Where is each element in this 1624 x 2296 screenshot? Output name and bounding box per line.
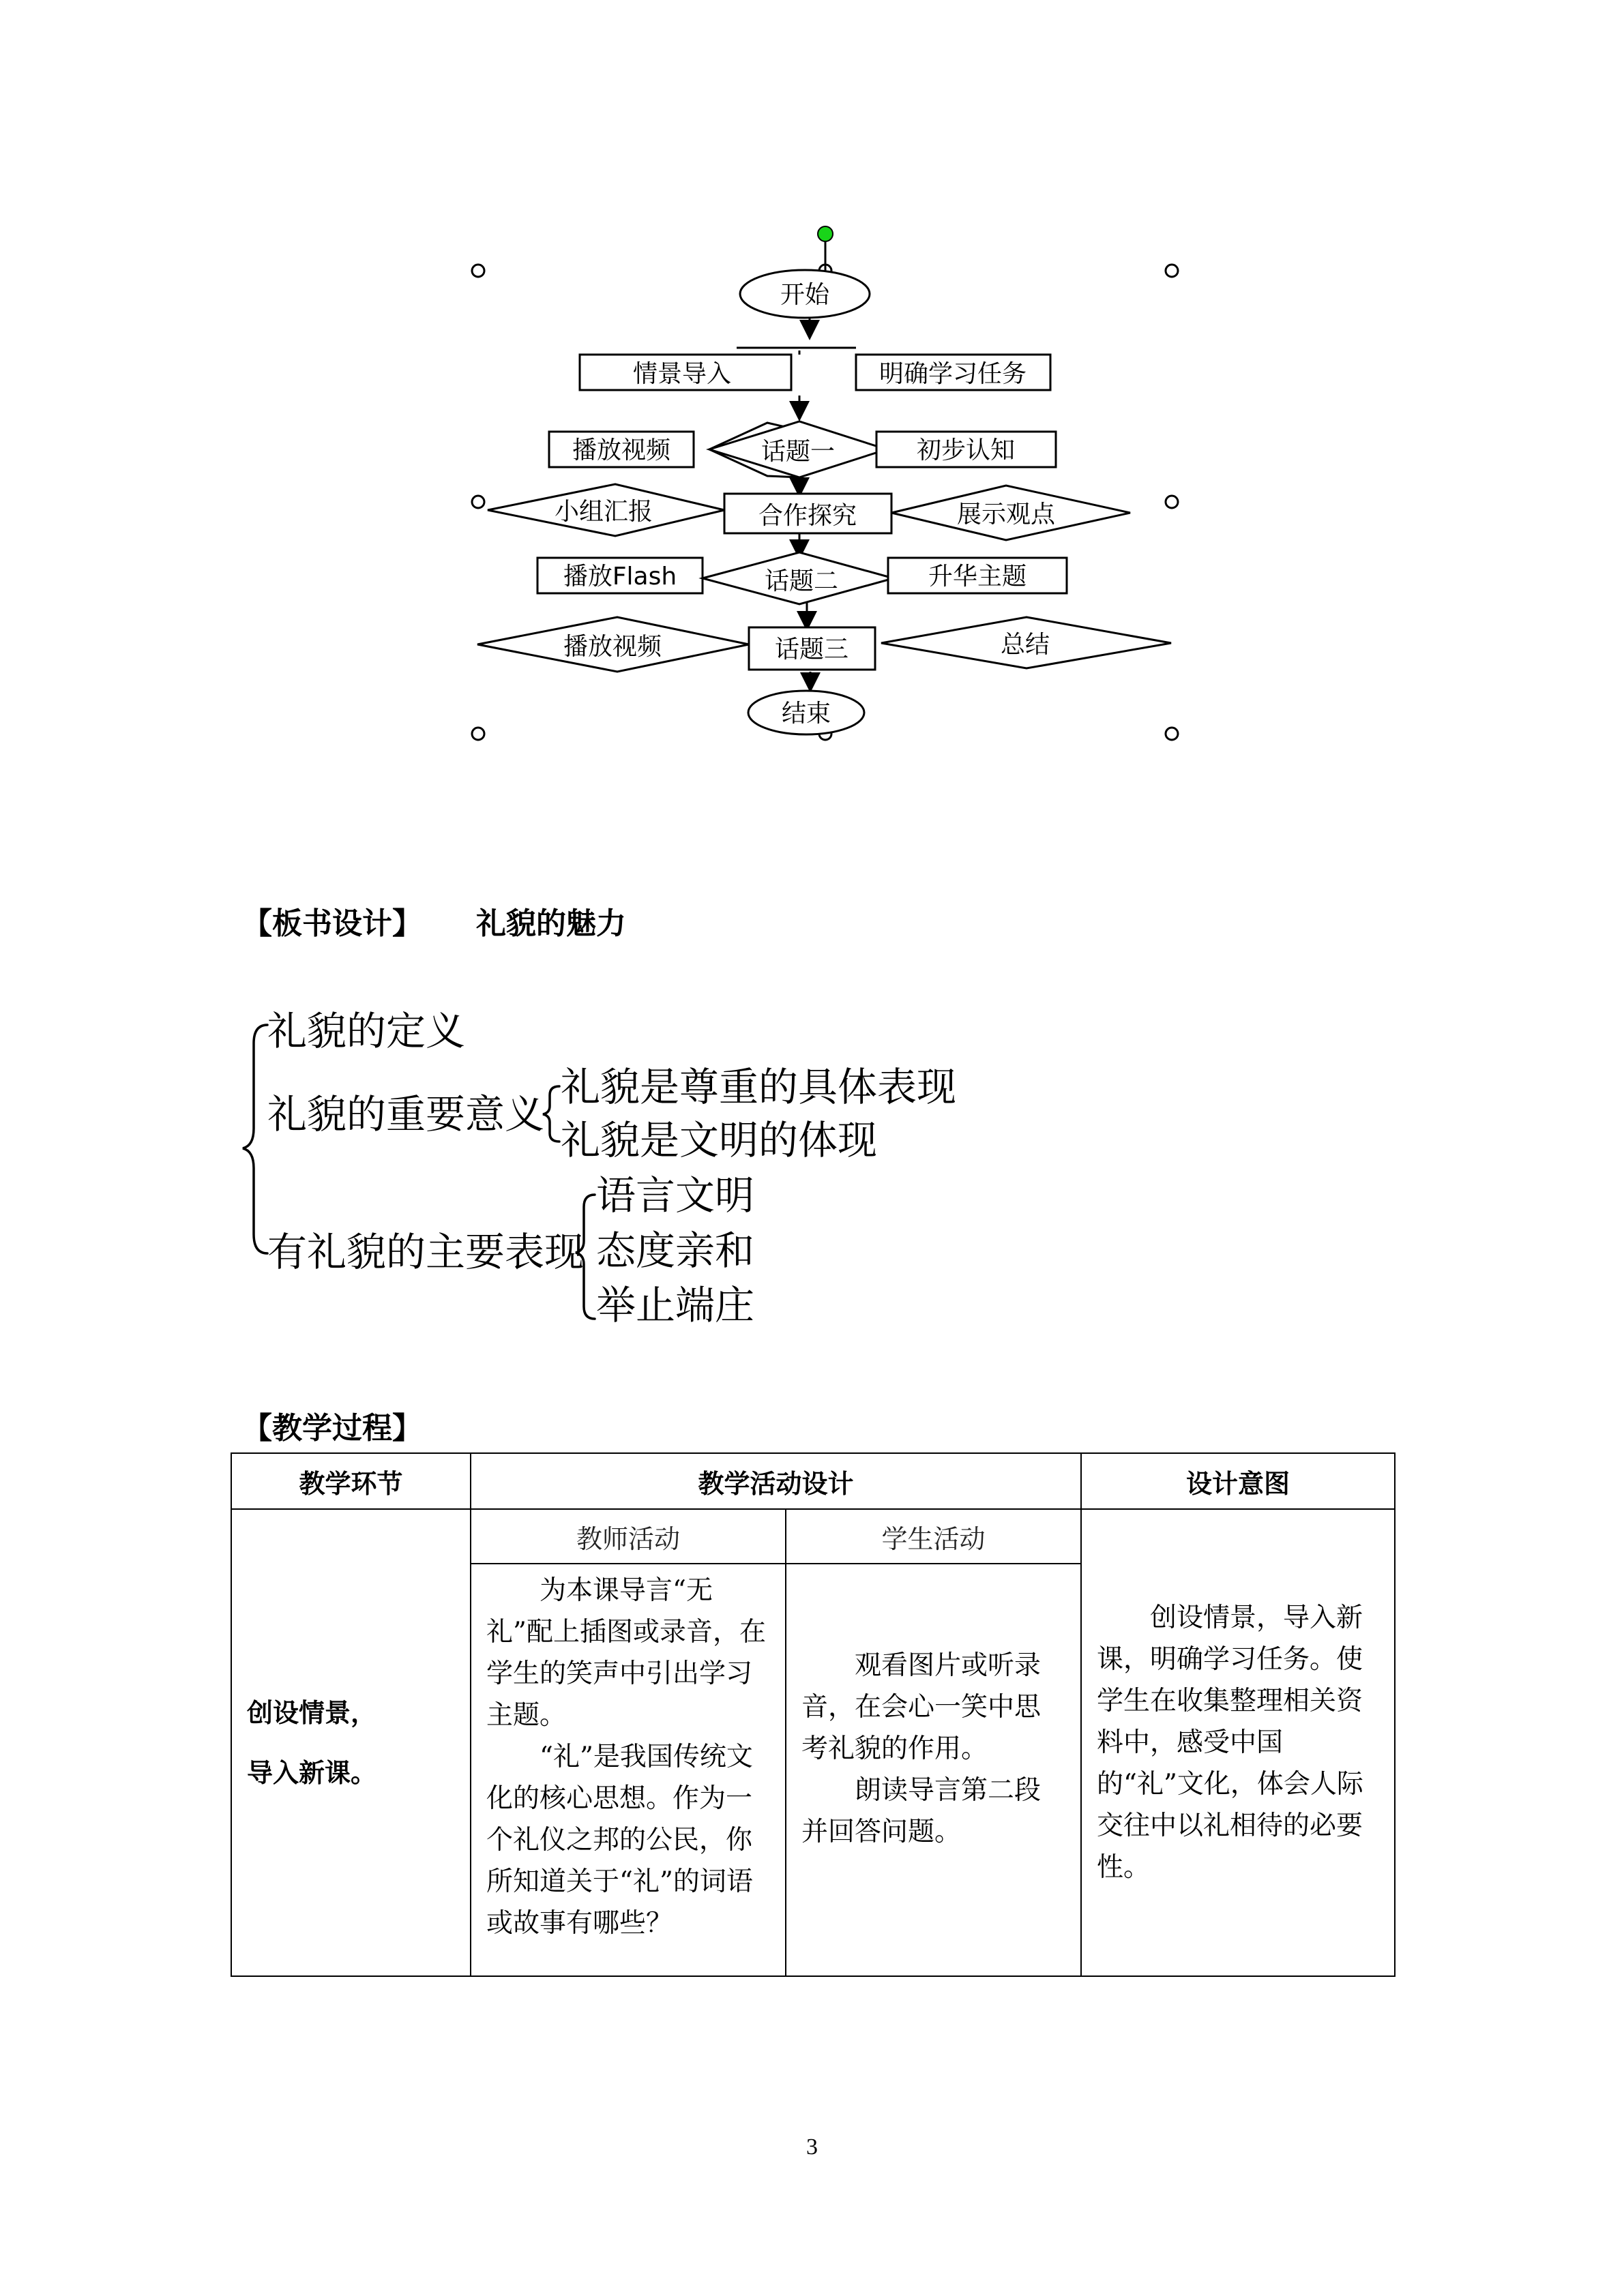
svg-text:播放Flash: 播放Flash [563,563,677,591]
page-number: 3 [806,2134,818,2160]
svg-text:播放视频: 播放视频 [572,436,671,464]
student-cell [786,1564,1081,1976]
flow-topic2-diamond [703,552,894,604]
header-intent: 设计意图 [1081,1453,1395,1509]
board-heading: 【板书设计】 [242,906,422,941]
svg-text:总结: 总结 [1000,631,1050,659]
subheader-student: 学生活动 [786,1509,1081,1564]
flow-group-report-diamond [488,484,724,536]
flow-task-box [856,355,1050,390]
teacher-cell [471,1564,786,1976]
svg-text:话题三: 话题三 [774,636,849,664]
flow-topic1-diamond [709,421,887,477]
intent-cell [1081,1509,1395,1976]
flow-show-views-diamond [891,486,1130,540]
svg-text:开始: 开始 [780,281,830,309]
header-stage: 教学环节 [231,1453,471,1509]
flow-start-node [740,270,870,318]
svg-text:话题一: 话题一 [761,438,836,466]
board-importance: 礼貌的重要意义 [267,1091,545,1137]
board-manifest-item-3: 举止端庄 [596,1282,755,1328]
flow-sublimate-box [888,558,1067,593]
svg-text:合作探究: 合作探究 [758,502,857,530]
svg-text:播放视频: 播放视频 [563,633,662,661]
flow-intro-box [580,355,791,390]
board-manifest: 有礼貌的主要表现 [267,1229,585,1275]
subheader-teacher: 教师活动 [471,1509,786,1564]
stage-cell [231,1509,471,1976]
svg-text:明确学习任务: 明确学习任务 [879,360,1027,388]
student-para-1: 观看图片或听录音，在会心一笑中思考礼貌的作用。 [801,1650,1042,1764]
board-manifest-item-2: 态度亲和 [596,1227,755,1274]
flow-video2-diamond [477,617,749,672]
svg-text:结束: 结束 [781,700,831,728]
student-para-2: 朗读导言第二段并回答问题。 [801,1775,1042,1847]
svg-text:展示观点: 展示观点 [956,501,1056,528]
board-title: 礼貌的魅力 [476,906,626,941]
teacher-para-1: 为本课导言“无礼”配上插图或录音，在学生的笑声中引出学习主题。 [486,1575,766,1731]
board-manifest-item-1: 语言文明 [596,1172,755,1219]
teacher-para-2: “礼”是我国传统文化的核心思想。作为一个礼仪之邦的公民，你所知道关于“礼”的词语或故事有哪些？ [486,1742,753,1939]
svg-text:初步认知: 初步认知 [916,436,1016,464]
stage-line-2: 导入新课。 [247,1757,377,1788]
flow-video1-box [549,432,694,467]
flow-end-node [748,691,864,734]
teaching-process-table [231,1452,1396,1977]
board-definition: 礼貌的定义 [267,1008,466,1054]
svg-text:话题二: 话题二 [764,567,839,595]
svg-text:小组汇报: 小组汇报 [554,498,653,526]
flow-flash-box [537,558,703,593]
header-activity: 教学活动设计 [471,1453,1081,1509]
intent-text: 创设情景，导入新课，明确学习任务。使学生在收集整理相关资料中，感受中国的“礼”文化，体会人际交往中以礼相待的必要性。 [1097,1602,1363,1883]
svg-text:情景导入: 情景导入 [632,360,732,388]
flow-summary-diamond [881,617,1171,668]
rotate-handle[interactable] [818,226,833,241]
stage-line-1: 创设情景， [247,1697,377,1728]
board-importance-item-2: 礼貌是文明的体现 [561,1117,878,1163]
process-heading: 【教学过程】 [242,1411,422,1446]
flow-initial-box [876,432,1056,467]
flow-cooperate-box [724,494,891,533]
svg-text:升华主题: 升华主题 [928,563,1027,591]
board-importance-item-1: 礼貌是尊重的具体表现 [561,1064,957,1110]
flow-topic3-box [749,627,875,670]
teaching-flowchart [0,0,1624,784]
